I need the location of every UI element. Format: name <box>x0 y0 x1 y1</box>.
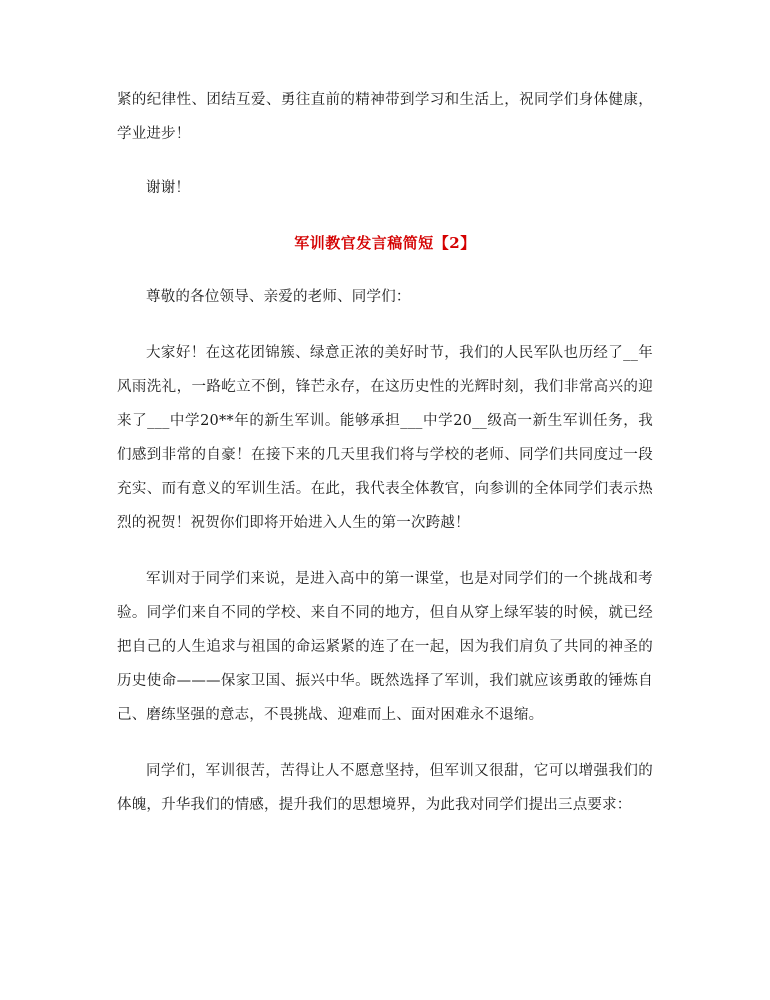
paragraph-thanks: 谢谢！ <box>146 180 191 196</box>
document-body <box>117 83 653 822</box>
paragraph-greeting: 大家好！在这花团锦簇、绿意正浓的美好时节，我们的人民军队也历经了__年风雨洗礼，一路屹立不倒，锋芒永存，在这历史性的光辉时刻，我们非常高兴的迎来了___中学20**年的新生军训。能够承担___中学20__级高一新生军训任务，我们感到非常的自豪！在接下来的几天里我们将与学校的老师、同学们共同度过一段充实、而有意义的军训生活。在此，我代表全体教官，向参训的全体同学们表示热烈的祝贺！祝贺你们即将开始进入人生的第一次跨越！ <box>117 345 653 531</box>
paragraph-continued: 紧的纪律性、团结互爱、勇往直前的精神带到学习和生活上，祝同学们身体健康，学业进步！ <box>117 92 653 142</box>
paragraph-requirements: 同学们，军训很苦，苦得让人不愿意坚持，但军训又很甜，它可以增强我们的体魄，升华我们的情感，提升我们的思想境界，为此我对同学们提出三点要求： <box>117 763 653 813</box>
section-title: 军训教官发言稿简短【2】 <box>294 234 476 252</box>
paragraph-salutation: 尊敬的各位领导、亲爱的老师、同学们： <box>146 289 411 305</box>
paragraph-challenge: 军训对于同学们来说，是进入高中的第一课堂，也是对同学们的一个挑战和考验。同学们来自不同的学校、来自不同的地方，但自从穿上绿军装的时候，就已经把自己的人生追求与祖国的命运紧紧的连了在一起，因为我们肩负了共同的神圣的历史使命———保家卫国、振兴中华。既然选择了军训，我们就应该勇敢的锤炼自己、磨练坚强的意志，不畏挑战、迎难而上、面对困难永不退缩。 <box>117 571 653 723</box>
